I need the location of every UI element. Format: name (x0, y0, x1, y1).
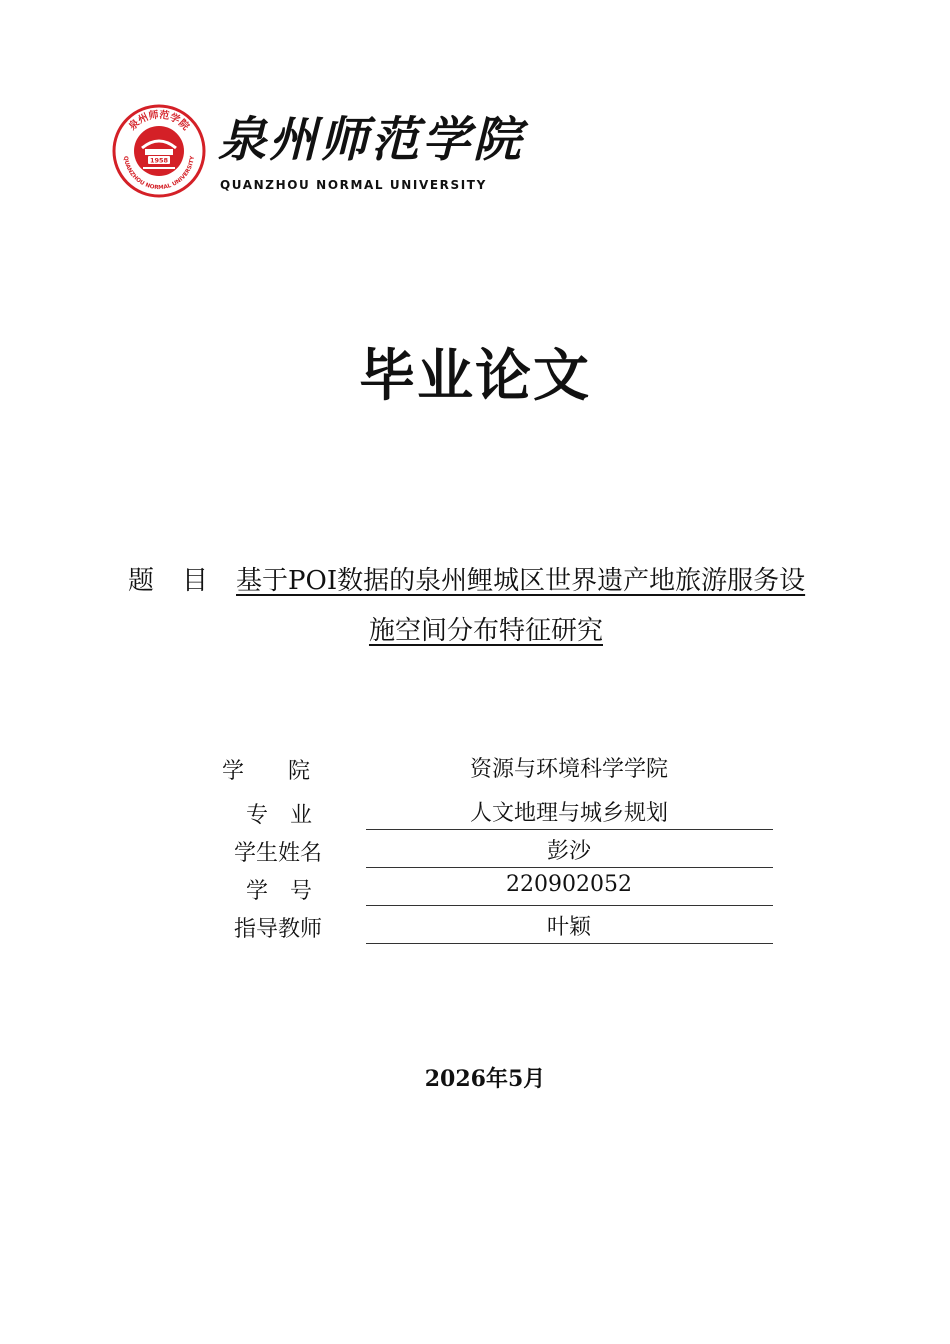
college-label: 学 院 (222, 759, 311, 784)
university-logo (112, 104, 525, 199)
info-row-major (222, 792, 782, 830)
underline (366, 943, 773, 944)
topic-label: 题目 (128, 566, 237, 596)
seal-year: 1958 (149, 156, 169, 165)
topic-line-1: 基于POI数据的泉州鲤城区世界遗产地旅游服务设 (236, 566, 806, 596)
thesis-topic (128, 556, 858, 656)
university-seal-icon (112, 104, 206, 198)
advisor-label: 指导教师 (234, 917, 323, 942)
info-row-student-id (222, 868, 782, 906)
seal-top-text: 泉州师范学院 (127, 109, 191, 133)
seal-bottom-text: QUANZHOU NORMAL UNIVERSITY (122, 155, 196, 192)
thesis-title: 毕业论文 (359, 344, 591, 409)
topic-line-2: 施空间分布特征研究 (368, 616, 603, 646)
university-name-en: QUANZHOU NORMAL UNIVERSITY (220, 178, 487, 192)
submission-date: 2026年5月 (424, 1066, 546, 1092)
student-info-table (222, 748, 782, 944)
info-row-advisor (222, 906, 782, 944)
college-value: 资源与环境科学学院 (469, 757, 668, 782)
info-row-college (222, 748, 782, 792)
major-label: 专 业 (246, 803, 313, 828)
major-value: 人文地理与城乡规划 (469, 801, 668, 826)
student-name-value: 彭沙 (546, 839, 591, 864)
student-id-value: 220902052 (506, 872, 632, 897)
info-row-student-name (222, 830, 782, 868)
student-id-label: 学 号 (246, 879, 313, 904)
university-name-cn: 泉州师范学院 (218, 112, 525, 168)
advisor-value: 叶颖 (546, 915, 591, 940)
student-name-label: 学生姓名 (234, 841, 323, 866)
